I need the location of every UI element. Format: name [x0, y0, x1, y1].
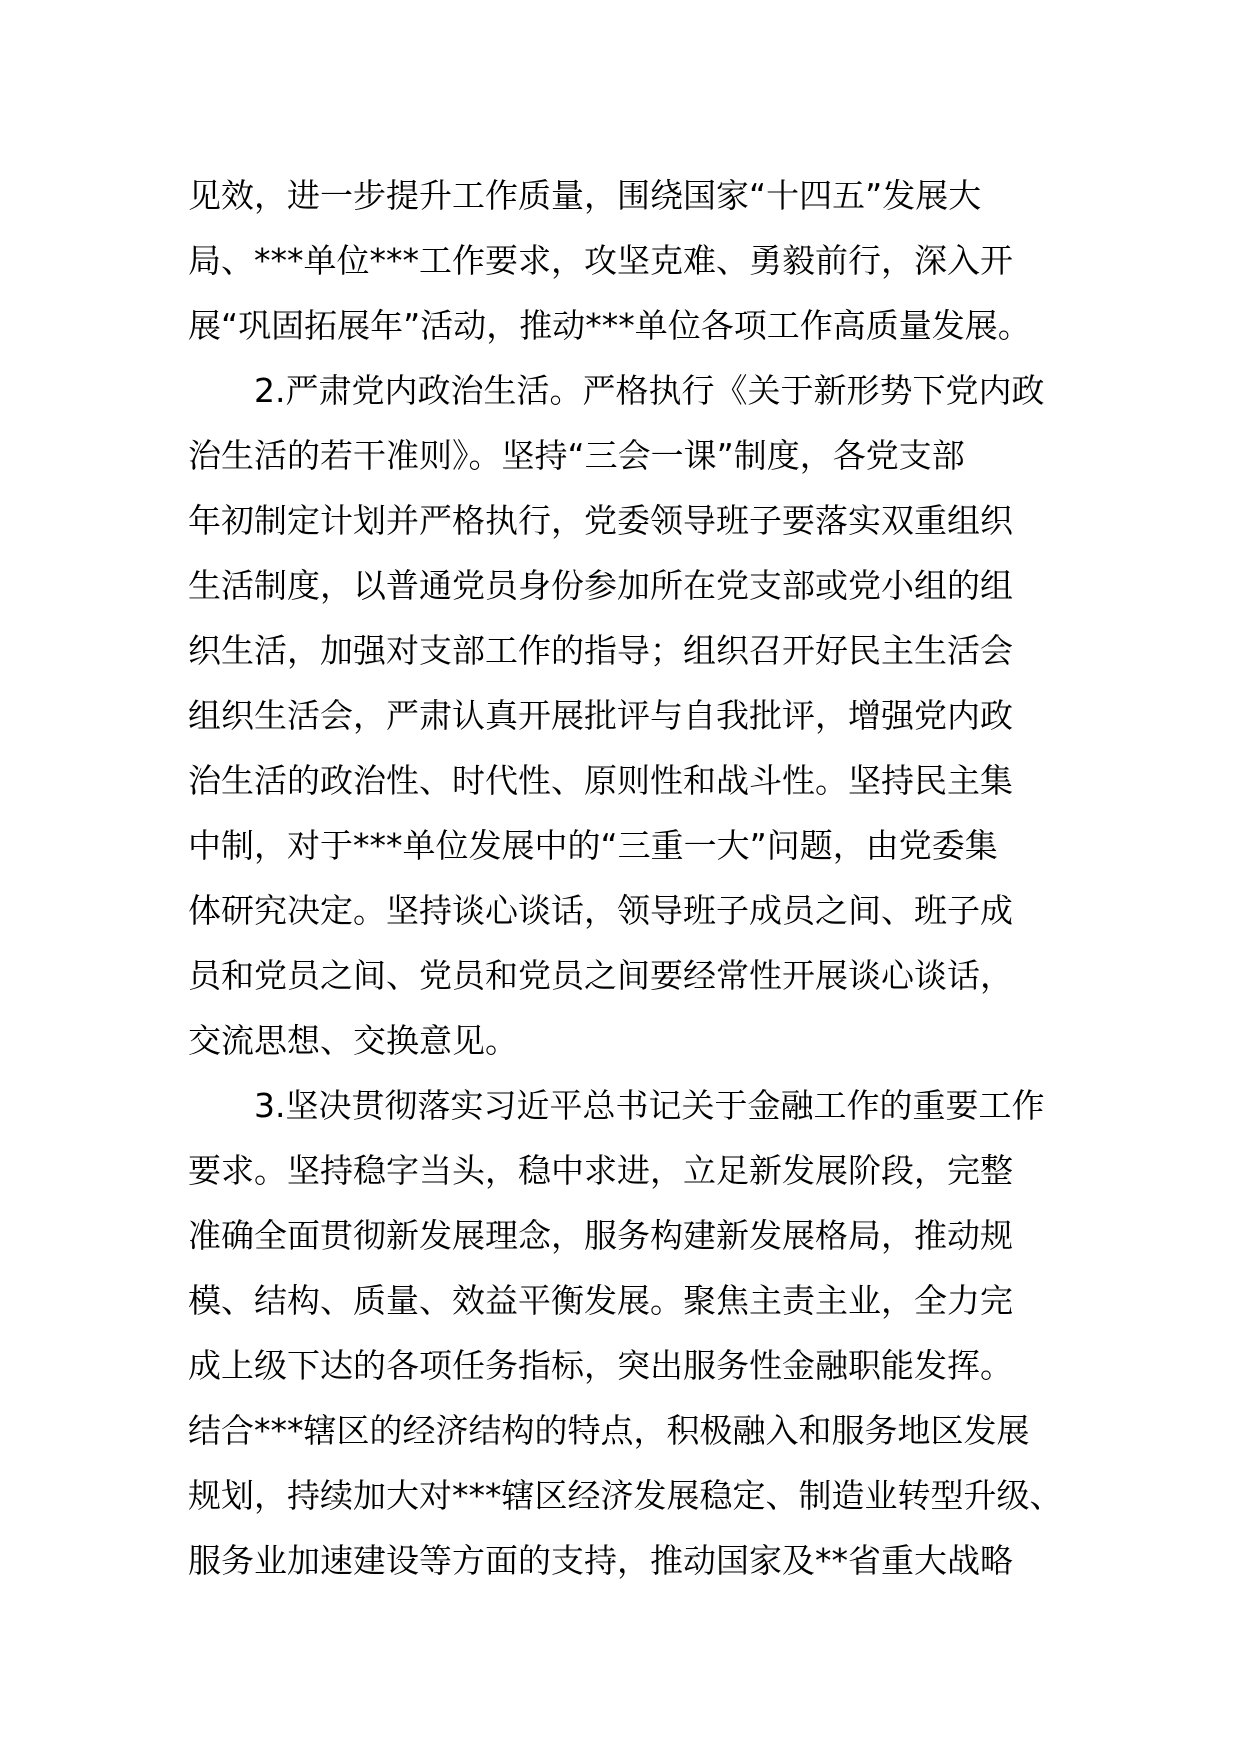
text-line: 模、结构、质量、效益平衡发展。聚焦主责主业，全力完: [188, 1281, 1013, 1320]
text-line: 织生活，加强对支部工作的指导；组织召开好民主生活会: [188, 631, 1013, 670]
text-line: 生活制度，以普通党员身份参加所在党支部或党小组的组: [188, 566, 1013, 605]
text-line: 结合***辖区的经济结构的特点，积极融入和服务地区发展: [188, 1411, 1030, 1450]
text-line: 展“巩固拓展年”活动，推动***单位各项工作高质量发展。: [188, 306, 1031, 345]
text-line: 成上级下达的各项任务指标，突出服务性金融职能发挥。: [188, 1346, 1013, 1385]
text-line: 中制，对于***单位发展中的“三重一大”问题，由党委集: [188, 826, 998, 865]
text-line: 要求。坚持稳字当头，稳中求进，立足新发展阶段，完整: [188, 1151, 1013, 1190]
section-heading-line: 3.坚决贯彻落实习近平总书记关于金融工作的重要工作: [254, 1086, 1045, 1125]
text-line: 交流思想、交换意见。: [188, 1021, 518, 1060]
text-line: 局、***单位***工作要求，攻坚克难、勇毅前行，深入开: [188, 241, 1013, 280]
text-line: 服务业加速建设等方面的支持，推动国家及**省重大战略: [188, 1541, 1013, 1580]
text-line: 规划，持续加大对***辖区经济发展稳定、制造业转型升级、: [188, 1476, 1063, 1515]
text-line: 治生活的若干准则》。坚持“三会一课”制度，各党支部: [188, 436, 965, 475]
text-line: 见效，进一步提升工作质量，围绕国家“十四五”发展大: [188, 176, 982, 215]
body-text: [188, 163, 1068, 1593]
text-line: 员和党员之间、党员和党员之间要经常性开展谈心谈话，: [188, 956, 1013, 995]
text-line: 年初制定计划并严格执行，党委领导班子要落实双重组织: [188, 501, 1013, 540]
section-heading-line: 2.严肃党内政治生活。严格执行《关于新形势下党内政: [254, 371, 1045, 410]
text-line: 组织生活会，严肃认真开展批评与自我批评，增强党内政: [188, 696, 1013, 735]
text-line: 治生活的政治性、时代性、原则性和战斗性。坚持民主集: [188, 761, 1013, 800]
text-line: 准确全面贯彻新发展理念，服务构建新发展格局，推动规: [188, 1216, 1013, 1255]
text-line: 体研究决定。坚持谈心谈话，领导班子成员之间、班子成: [188, 891, 1013, 930]
